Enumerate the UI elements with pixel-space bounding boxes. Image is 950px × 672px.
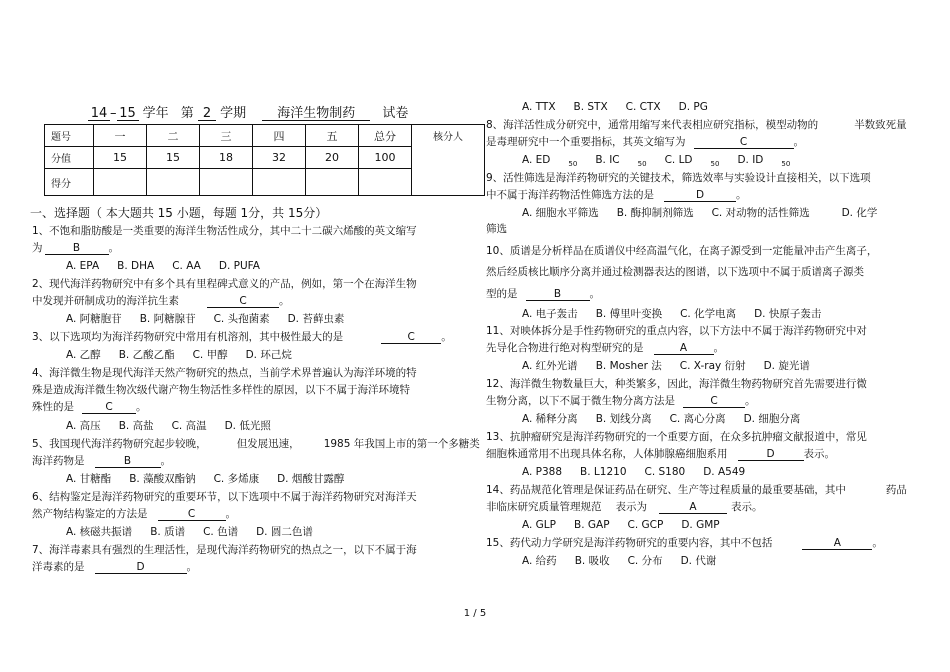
- year-end: 15: [117, 108, 139, 121]
- options-q14: A. GLP B. GAP C. GCP D. GMP: [522, 519, 720, 531]
- options-q3: A. 乙醇 B. 乙酸乙酯 C. 甲醇 D. 环己烷: [66, 349, 292, 361]
- options-q9: A. 细胞水平筛选 B. 酶抑制剂筛选 C. 对动物的活性筛选 D. 化学: [522, 207, 878, 219]
- answer-blank: B: [45, 242, 109, 255]
- options-q4: A. 高压 B. 高盐 C. 高温 D. 低光照: [66, 420, 271, 432]
- score-input[interactable]: [147, 169, 200, 196]
- score-input[interactable]: [359, 169, 412, 196]
- answer-blank: A: [659, 501, 727, 514]
- score-table: 题号 一 二 三 四 五 总分 核分人 分值 15 15 18 32 20 100 得分: [44, 124, 485, 196]
- course-name: 海洋生物制药: [262, 108, 370, 121]
- answer-blank: A: [654, 342, 714, 355]
- answer-blank: C: [683, 395, 745, 408]
- options-q1: A. EPA B. DHA C. AA D. PUFA: [66, 260, 260, 272]
- answer-blank: C: [381, 331, 441, 344]
- answer-blank: C: [82, 401, 136, 414]
- options-q11: A. 红外光谱 B. Mosher 法 C. X-ray 衍射 D. 旋光谱: [522, 360, 810, 372]
- options-q2: A. 阿糖胞苷 B. 阿糖腺苷 C. 头孢菌素 D. 苔藓虫素: [66, 313, 345, 325]
- score-input[interactable]: [94, 169, 147, 196]
- options-q12: A. 稀释分离 B. 划线分离 C. 离心分离 D. 细胞分离: [522, 413, 801, 425]
- score-input[interactable]: [200, 169, 253, 196]
- options-q7: A. TTX B. STX C. CTX D. PG: [522, 101, 708, 113]
- answer-blank: D: [738, 448, 804, 461]
- score-input[interactable]: [306, 169, 359, 196]
- exam-title: 14 – 15 学年 第 2 学期 海洋生物制药 试卷: [88, 102, 408, 121]
- answer-blank: B: [95, 455, 161, 468]
- answer-blank: A: [802, 537, 872, 550]
- answer-blank: D: [664, 189, 736, 202]
- options-q15: A. 给药 B. 吸收 C. 分布 D. 代谢: [522, 555, 717, 567]
- grader-cell: 核分人: [412, 125, 485, 196]
- options-q10: A. 电子轰击 B. 傅里叶变换 C. 化学电离 D. 快原子轰击: [522, 308, 822, 320]
- options-q6: A. 核磁共振谱 B. 质谱 C. 色谱 D. 圆二色谱: [66, 526, 313, 538]
- answer-blank: C: [207, 295, 279, 308]
- page-number: 1 / 5: [463, 608, 487, 619]
- answer-blank: C: [694, 136, 794, 149]
- term-number: 2: [198, 108, 216, 121]
- options-q8: A. ED $_{50}$ B. IC $_{50}$ C. LD $_{50}$ D. ID $_{50}$: [522, 154, 791, 169]
- year-start: 14: [88, 108, 110, 121]
- options-q13: A. P388 B. L1210 C. S180 D. A549: [522, 466, 746, 478]
- answer-blank: C: [158, 508, 226, 521]
- answer-blank: B: [526, 288, 590, 301]
- section-heading: 一、选择题（ 本大题共 15 小题，每题 1分，共 15分）: [30, 206, 328, 220]
- answer-blank: D: [95, 561, 187, 574]
- options-q5: A. 甘糖酯 B. 藻酸双酯钠 C. 多烯康 D. 烟酸甘露醇: [66, 473, 345, 485]
- score-input[interactable]: [253, 169, 306, 196]
